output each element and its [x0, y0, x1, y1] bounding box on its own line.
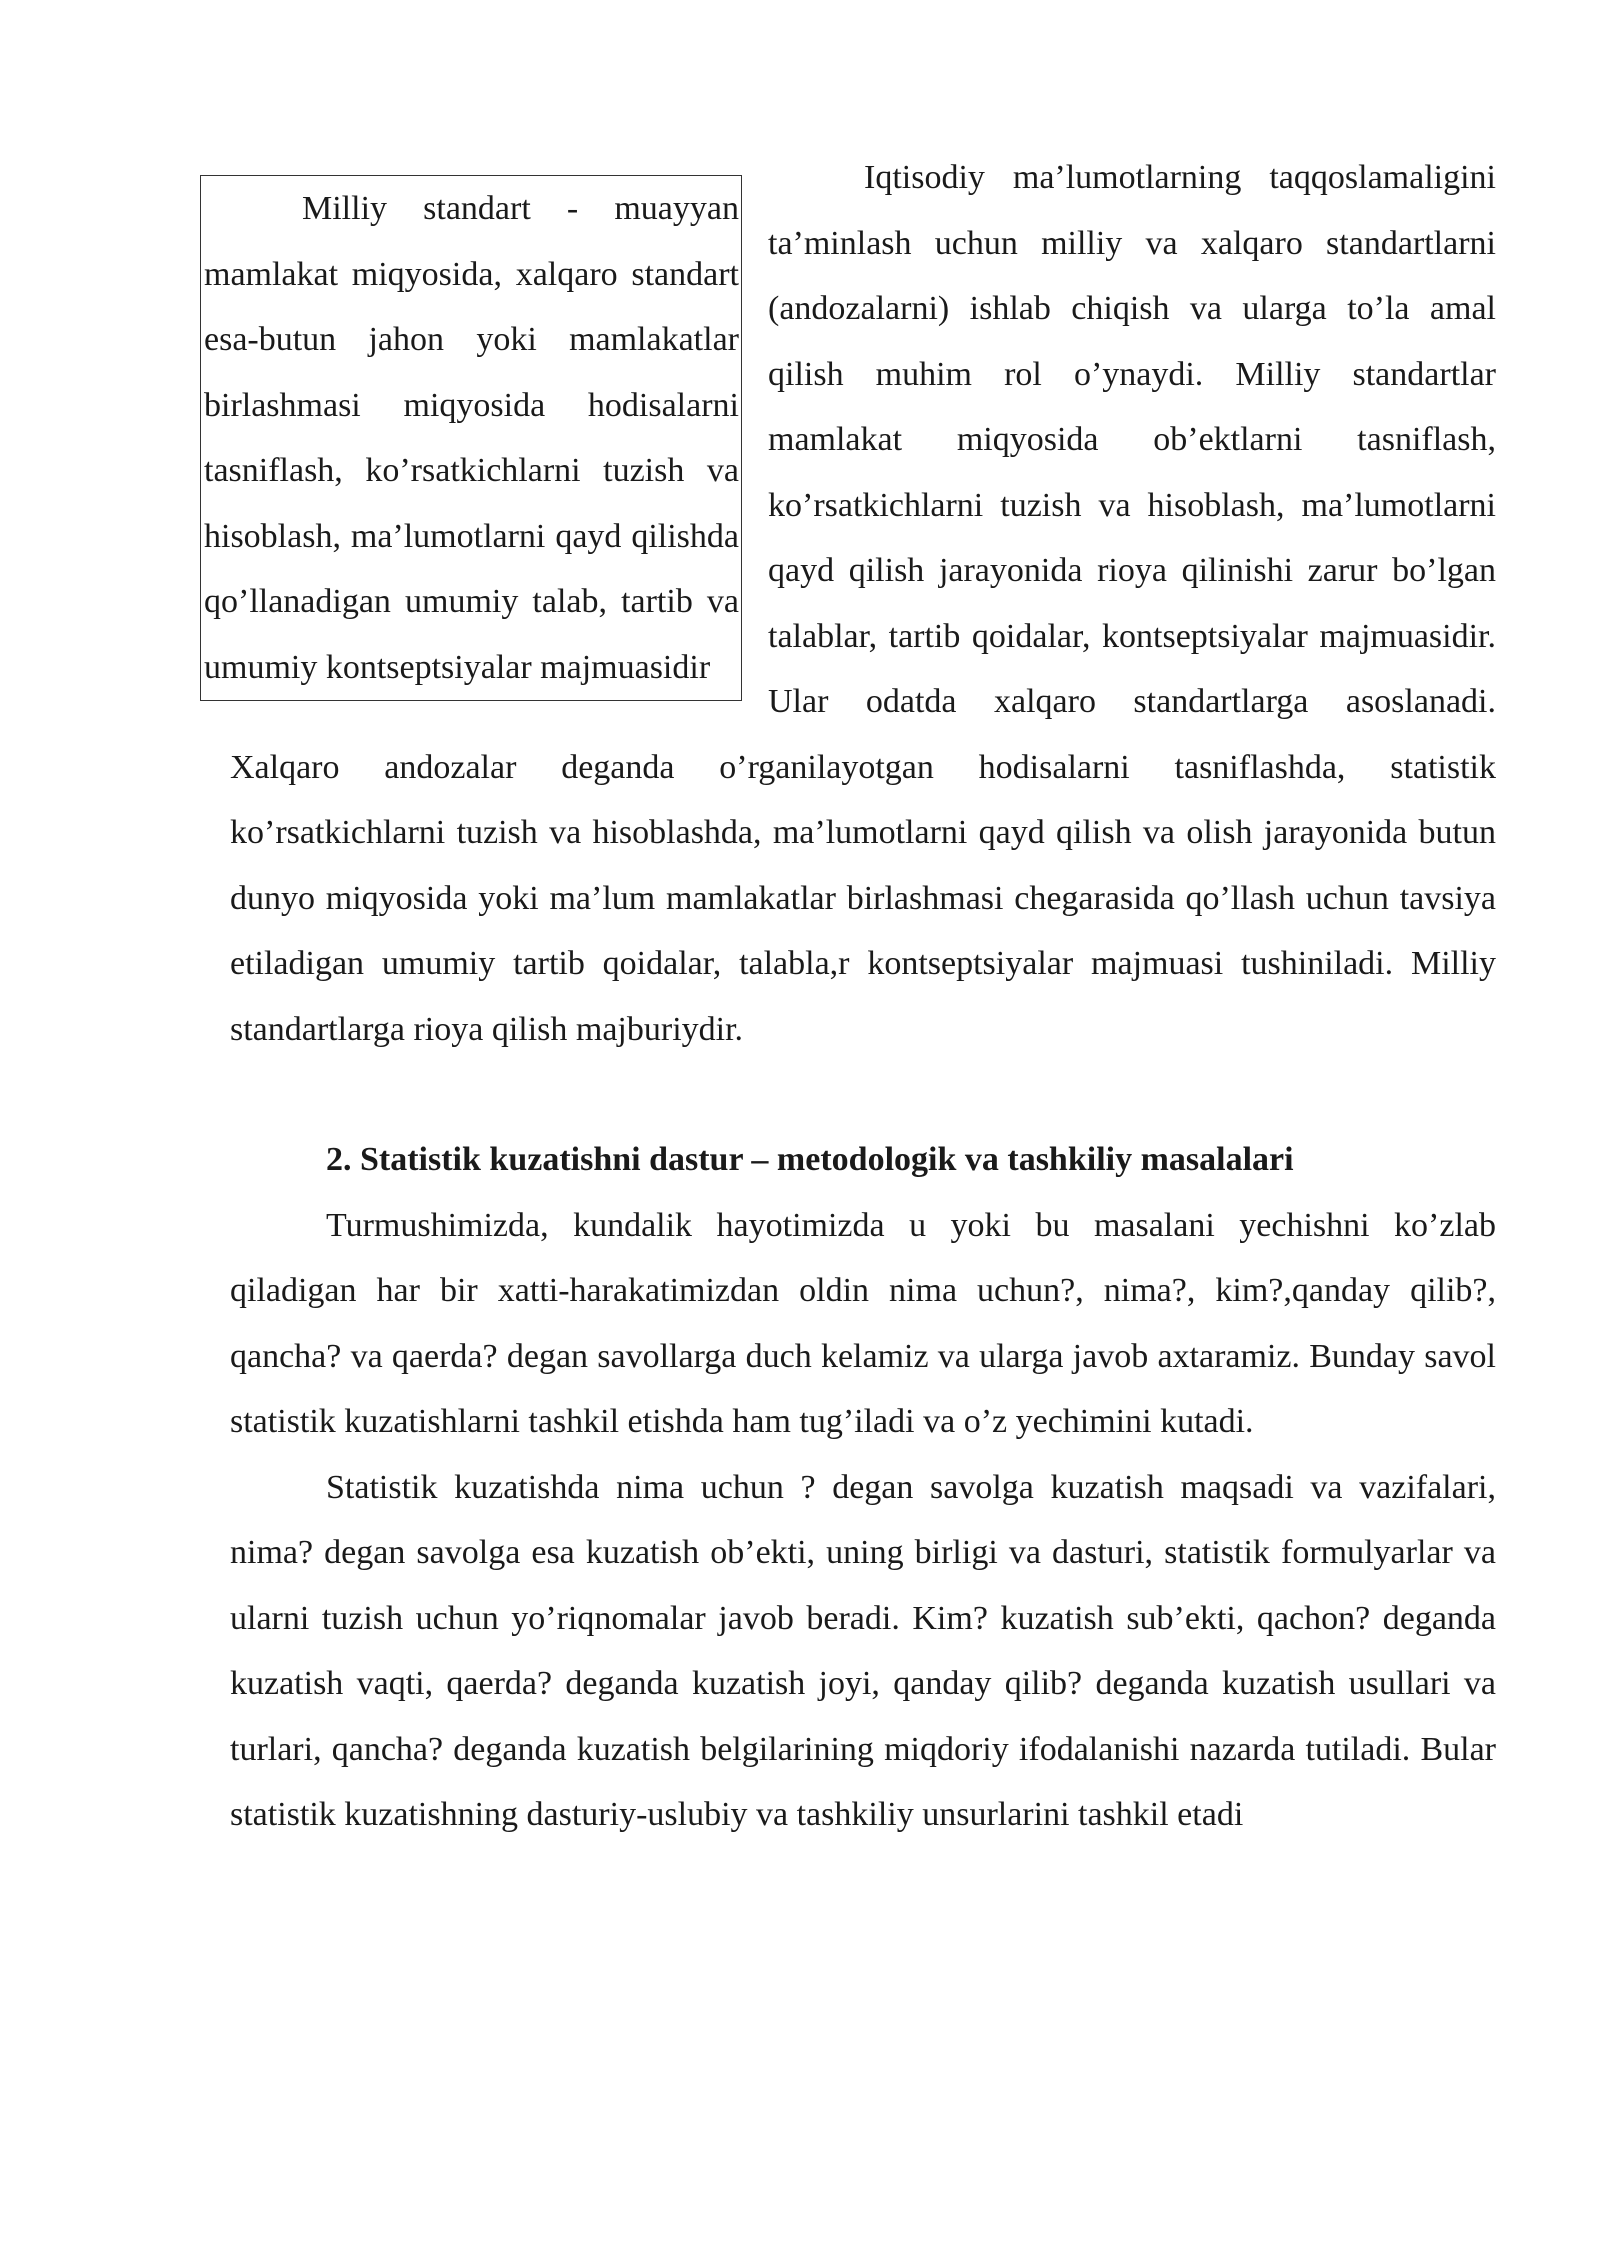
definition-box-text: Milliy standart - muayyan mamlakat miqyosida, xalqaro standart esa-butun jahon yoki mamlakatlar birlashmasi miqyosida hodisalarni tasniflash, ko’rsatkichlarni tuzish va hisoblash, ma’lumotlarni qayd qilishda qo’llanadigan umumiy talab, tartib va umumiy kontseptsiyalar majmuasidir	[204, 190, 739, 686]
definition-box	[200, 175, 742, 701]
section-heading: 2. Statistik kuzatishni dastur – metodologik va tashkiliy masalalari	[326, 1141, 1294, 1178]
section-paragraph-1: Turmushimizda, kundalik hayotimizda u yoki bu masalani yechishni ko’zlab qiladigan har bir xatti-harakatimizdan oldin nima uchun?, nima?, kim?,qanday qilib?, qancha? va qaerda? degan savollarga duch kelamiz va ularga javob axtaramiz. Bunday savol statistik kuzatishlarni tashkil etishda ham tug’iladi va o’z yechimini kutadi.	[230, 1206, 1496, 1440]
section-paragraph-2: Statistik kuzatishda nima uchun ? degan savolga kuzatish maqsadi va vazifalari, nima? degan savolga esa kuzatish ob’ekti, uning birligi va dasturi, statistik formulyarlar va ularni tuzish uchun yo’riqnomalar javob beradi. Kim? kuzatish sub’ekti, qachon? deganda kuzatish vaqti, qaerda? deganda kuzatish joyi, qanday qilib? deganda kuzatish usullari va turlari, qancha? deganda kuzatish belgilarining miqdoriy ifodalanishi nazarda tutiladi. Bular statistik kuzatishning dasturiy-uslubiy va tashkiliy unsurlarini tashkil etadi	[230, 1468, 1496, 1833]
document-page	[204, 145, 1496, 1848]
intro-paragraph: Iqtisodiy ma’lumotlarning taqqoslamaligini ta’minlash uchun milliy va xalqaro standartlarni (andozalarni) ishlab chiqish va ularga to’la amal qilish muhim rol o’ynaydi. Milliy standartlar mamlakat miqyosida ob’ektlarni tasniflash, ko’rsatkichlarni tuzish va hisoblash, ma’lumotlarni qayd qilish jarayonida rioya qilinishi zarur bo’lgan talablar, tartib qoidalar, kontseptsiyalar majmuasidir. Ular odatda xalqaro standartlarga asoslanadi. Xalqaro andozalar deganda o’rganilayotgan hodisalarni tasniflashda, statistik ko’rsatkichlarni tuzish va hisoblashda, ma’lumotlarni qayd qilish va olish jarayonida butun dunyo miqyosida yoki ma’lum mamlakatlar birlashmasi chegarasida qo’llash uchun tavsiya etiladigan umumiy tartib qoidalar, talabla,r kontseptsiyalar majmuasi tushiniladi. Milliy standartlarga rioya qilish majburiydir.	[230, 159, 1496, 1048]
